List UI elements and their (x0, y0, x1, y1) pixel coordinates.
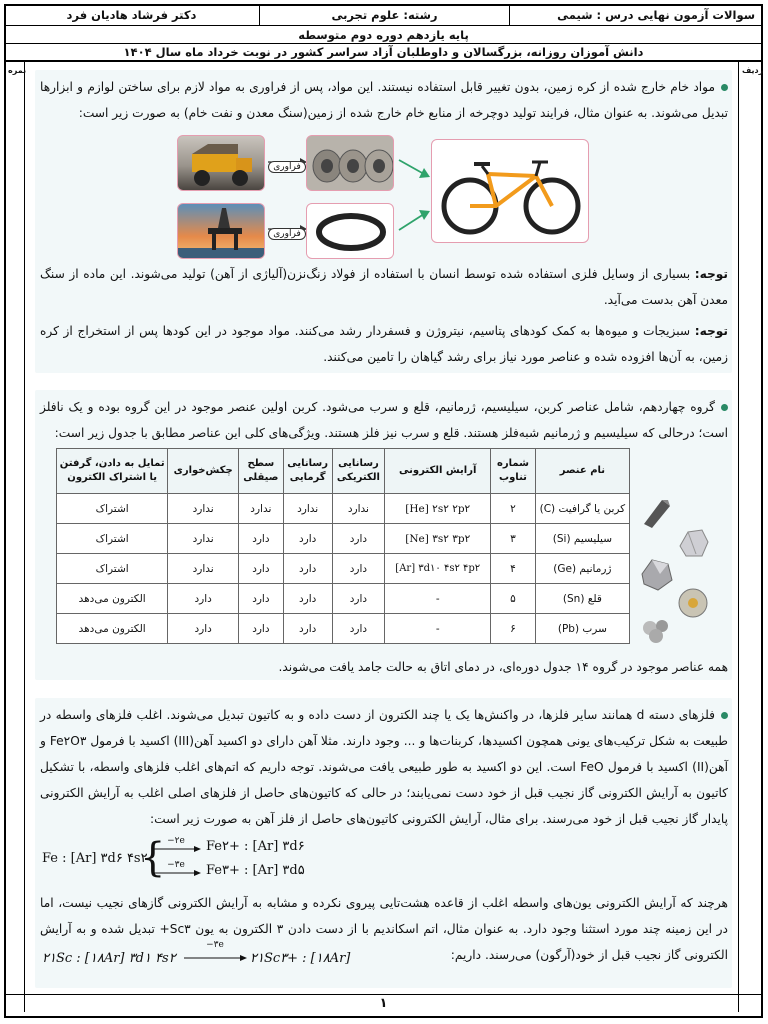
fe-arrow1-label: −۲e (167, 836, 185, 846)
table-cell: دارد (283, 584, 332, 614)
table-cell: - (385, 584, 491, 614)
table-cell: اشتراک (57, 554, 168, 584)
oil-rig-image (177, 203, 265, 259)
lead-image (640, 616, 674, 646)
table-cell: دارد (332, 584, 385, 614)
table-row (57, 614, 630, 644)
process-label-1: فراوری (268, 161, 306, 173)
table-cell: دارد (238, 614, 283, 644)
row-column-label: ردیف (742, 66, 764, 75)
row-column-divider (738, 62, 739, 1012)
group14-table (56, 448, 630, 644)
germanium-image (638, 556, 674, 592)
table-cell: ۲ (491, 494, 536, 524)
table-cell: ۵ (491, 584, 536, 614)
bullet-icon (721, 404, 728, 411)
brace-icon: { (140, 835, 166, 881)
section1-note2 (40, 318, 728, 370)
header-cell: نام عنصر (535, 449, 629, 494)
table-cell: [Ar] ۳d۱۰ ۴s۲ ۴p۲ (385, 554, 491, 584)
sc-arrow (184, 953, 248, 963)
table-cell: [He] ۲s۲ ۲p۲ (385, 494, 491, 524)
mining-truck-image (177, 135, 265, 191)
table-row (57, 524, 630, 554)
section3-text1-content: فلزهای دسته d همانند سایر فلزها، در واکنش‌ها یک یا چند الکترون از دست داده و به کاتیون تبدیل می‌شوند. اغلب فلزهای واسطه در طبیعت به شکل ترکیب‌های یونی همچون اکسیدها، کربنات‌ها و ... وجود دارند. مثلا آهن دارای دو اکسید آهن(III) اکسید با فرمول Fe۲O۳ و آهن(II) اکسید با فرمول FeO است. این دو اکسید به طور طبیعی یافت می‌شوند. توجه داریم که اتم‌های اغلب فلزهای واسطه، با تشکیل کاتیون به آرایش الکترونی گاز نجیب قبل از خود دست نمی‌یابند؛ در حالی که کاتیون‌های حاصل از فلزهای اصلی اغلب به آرایش الکترونی پایدار گاز نجیب قبل از خود می‌رسند. برای مثال، آرایش الکترونی کاتیون‌های حاصل از فلز آهن به صورت زیر است: (40, 708, 728, 826)
table-cell: دارد (168, 614, 239, 644)
sc-config: ۲۱Sc : [۱۸Ar] ۳d۱ ۴s۲ (42, 951, 176, 966)
table-cell: اشتراک (57, 524, 168, 554)
bicycle-image (431, 139, 589, 243)
fe-arrow2-label: −۳e (167, 860, 185, 870)
table-cell: دارد (238, 524, 283, 554)
header-cell: شماره تناوب (491, 449, 536, 494)
teacher-name: دکتر فرشاد هادیان فرد (66, 7, 197, 22)
sc-arrow-label: −۳e (206, 940, 224, 950)
table-cell: اشتراک (57, 494, 168, 524)
steel-coils-image (306, 135, 394, 191)
section1-intro-text: مواد خام خارج شده از کره زمین، بدون تغییر قابل استفاده نیستند. این مواد، پس از فراوری به مواد لازم برای ساختن لوازم و ابزارها تبدیل می‌شوند. به عنوان مثال، فرایند تولید دوچرخه از منابع خام خارج شده از زمین(سنگ معدن و نفت خام) به صورت زیر است: (40, 80, 728, 120)
score-column-label: نمره (8, 66, 27, 75)
section3-text2: هرچند که آرایش الکترونی یون‌های واسطه اغلب از قاعده هشت‌تایی پیروی نکرده و مشابه به آرایش الکترونی گازهای نجیب نیست، اما در این زمینه چند مورد استثنا وجود دارد. به عنوان مثال، اتم اسکاندیم با از دست دادن ۳ الکترون به یون Sc۳+ تبدیل شده و به آرایش الکترونی گاز نجیب قبل از خود(آرگون) می‌رسند. داریم: (40, 896, 728, 962)
footer-divider (4, 994, 763, 995)
fe-arrow1 (152, 844, 202, 854)
fe3-config: Fe۳+ : [Ar] ۳d۵ (206, 863, 305, 878)
table-cell: ژرمانیم (Ge) (535, 554, 629, 584)
header-cell: رسانایی گرمایی (283, 449, 332, 494)
table-cell: ندارد (283, 494, 332, 524)
table-cell: دارد (283, 554, 332, 584)
table-cell: دارد (238, 554, 283, 584)
note2-text: سبزیجات و میوه‌ها به کمک کودهای پتاسیم، نیتروژن و فسفردار رشد می‌کنند. مواد موجود در این کودها پس از استخراج از کره زمین، به آن‌ها افزوده شده و عناصر مورد نیاز برای رشد گیاهان را تامین می‌کنند. (40, 324, 728, 364)
header-cell: تمایل به دادن، گرفتن یا اشتراک الکترون (57, 449, 168, 494)
table-cell: دارد (283, 614, 332, 644)
table-cell: دارد (283, 524, 332, 554)
table-cell: سرب (Pb) (535, 614, 629, 644)
header-row-1 (4, 4, 763, 26)
table-cell: ندارد (168, 524, 239, 554)
table-cell: ندارد (168, 494, 239, 524)
bullet-icon (721, 712, 728, 719)
rubber-tire-image (306, 203, 394, 259)
section2-intro-text: گروه چهاردهم، شامل عناصر کربن، سیلیسیم، ژرمانیم، قلع و سرب می‌شود. کربن اولین عنصر موجود در این گروه بوده و یک نافلز است؛ درحالی که سیلیسیم و ژرمانیم شبه‌فلز هستند. قلع و سرب نیز فلز هستند. ویژگی‌های کلی این عناصر مطابق با جدول زیر است: (40, 400, 728, 440)
note1-label: توجه: (694, 267, 728, 281)
table-cell: ۶ (491, 614, 536, 644)
table-cell: دارد (168, 584, 239, 614)
green-arrows (396, 150, 432, 240)
table-header-row (57, 449, 630, 494)
sc3-config: ۲۱Sc۳+ : [۱۸Ar] (250, 951, 351, 966)
table-cell: ندارد (332, 494, 385, 524)
process-label-2: فراوری (268, 228, 306, 240)
table-cell: دارد (238, 584, 283, 614)
section2-intro (40, 394, 728, 446)
table-cell: سیلیسیم (Si) (535, 524, 629, 554)
header-row-3 (4, 44, 763, 62)
table-row (57, 584, 630, 614)
table-cell: - (385, 614, 491, 644)
header-cell: چکش‌خواری (168, 449, 239, 494)
section1-note1 (40, 261, 728, 313)
exam-title: سوالات آزمون نهایی درس : شیمی (509, 4, 759, 25)
table-cell: دارد (332, 554, 385, 584)
tin-solder-image (676, 586, 710, 620)
session-label: دانش آموزان روزانه، بزرگسالان و داوطلبان آزاد سراسر کشور در نوبت خرداد ماه سال ۱۴۰۴ (123, 45, 644, 59)
fe-arrow2 (152, 868, 202, 878)
table-row (57, 554, 630, 584)
header-cell: رسانایی الکتریکی (332, 449, 385, 494)
table-cell: ۳ (491, 524, 536, 554)
header-cell: آرایش الکترونی (385, 449, 491, 494)
table-cell: [Ne] ۳s۲ ۳p۲ (385, 524, 491, 554)
note2-label: توجه: (694, 324, 728, 338)
header-row-2 (4, 26, 763, 44)
table-cell: الکترون می‌دهد (57, 584, 168, 614)
graphite-image (638, 496, 672, 530)
fe-config: Fe : [Ar] ۳d۶ ۴s۲ (42, 851, 148, 866)
silicon-image (676, 526, 710, 560)
table-cell: دارد (332, 614, 385, 644)
table-cell: ندارد (168, 554, 239, 584)
section2-footnote: همه عناصر موجود در گروه ۱۴ جدول دوره‌ای، در دمای اتاق به حالت جامد یافت می‌شوند. (278, 660, 728, 674)
table-cell: کربن یا گرافیت (C) (535, 494, 629, 524)
fe2-config: Fe۲+ : [Ar] ۳d۶ (206, 839, 305, 854)
table-cell: ۴ (491, 554, 536, 584)
table-row (57, 494, 630, 524)
note1-text: بسیاری از وسایل فلزی استفاده شده توسط انسان با استفاده از فولاد زنگ‌نزن(آلیاژی از آهن) تولید می‌شوند. این ماده از سنگ معدن آهن بدست می‌آید. (40, 267, 728, 307)
score-column-divider (24, 62, 25, 1012)
field-label: رشته: علوم تجربی (259, 4, 509, 25)
grade-label: پایه یازدهم دوره دوم متوسطه (298, 27, 469, 42)
table-cell: الکترون می‌دهد (57, 614, 168, 644)
page-number: ۱ (379, 996, 388, 1011)
header-cell: سطح صیقلی (238, 449, 283, 494)
table-cell: دارد (332, 524, 385, 554)
section3-text1 (40, 702, 728, 832)
table-cell: ندارد (238, 494, 283, 524)
bullet-icon (721, 84, 728, 91)
section1-intro (40, 74, 728, 126)
table-cell: قلع (Sn) (535, 584, 629, 614)
